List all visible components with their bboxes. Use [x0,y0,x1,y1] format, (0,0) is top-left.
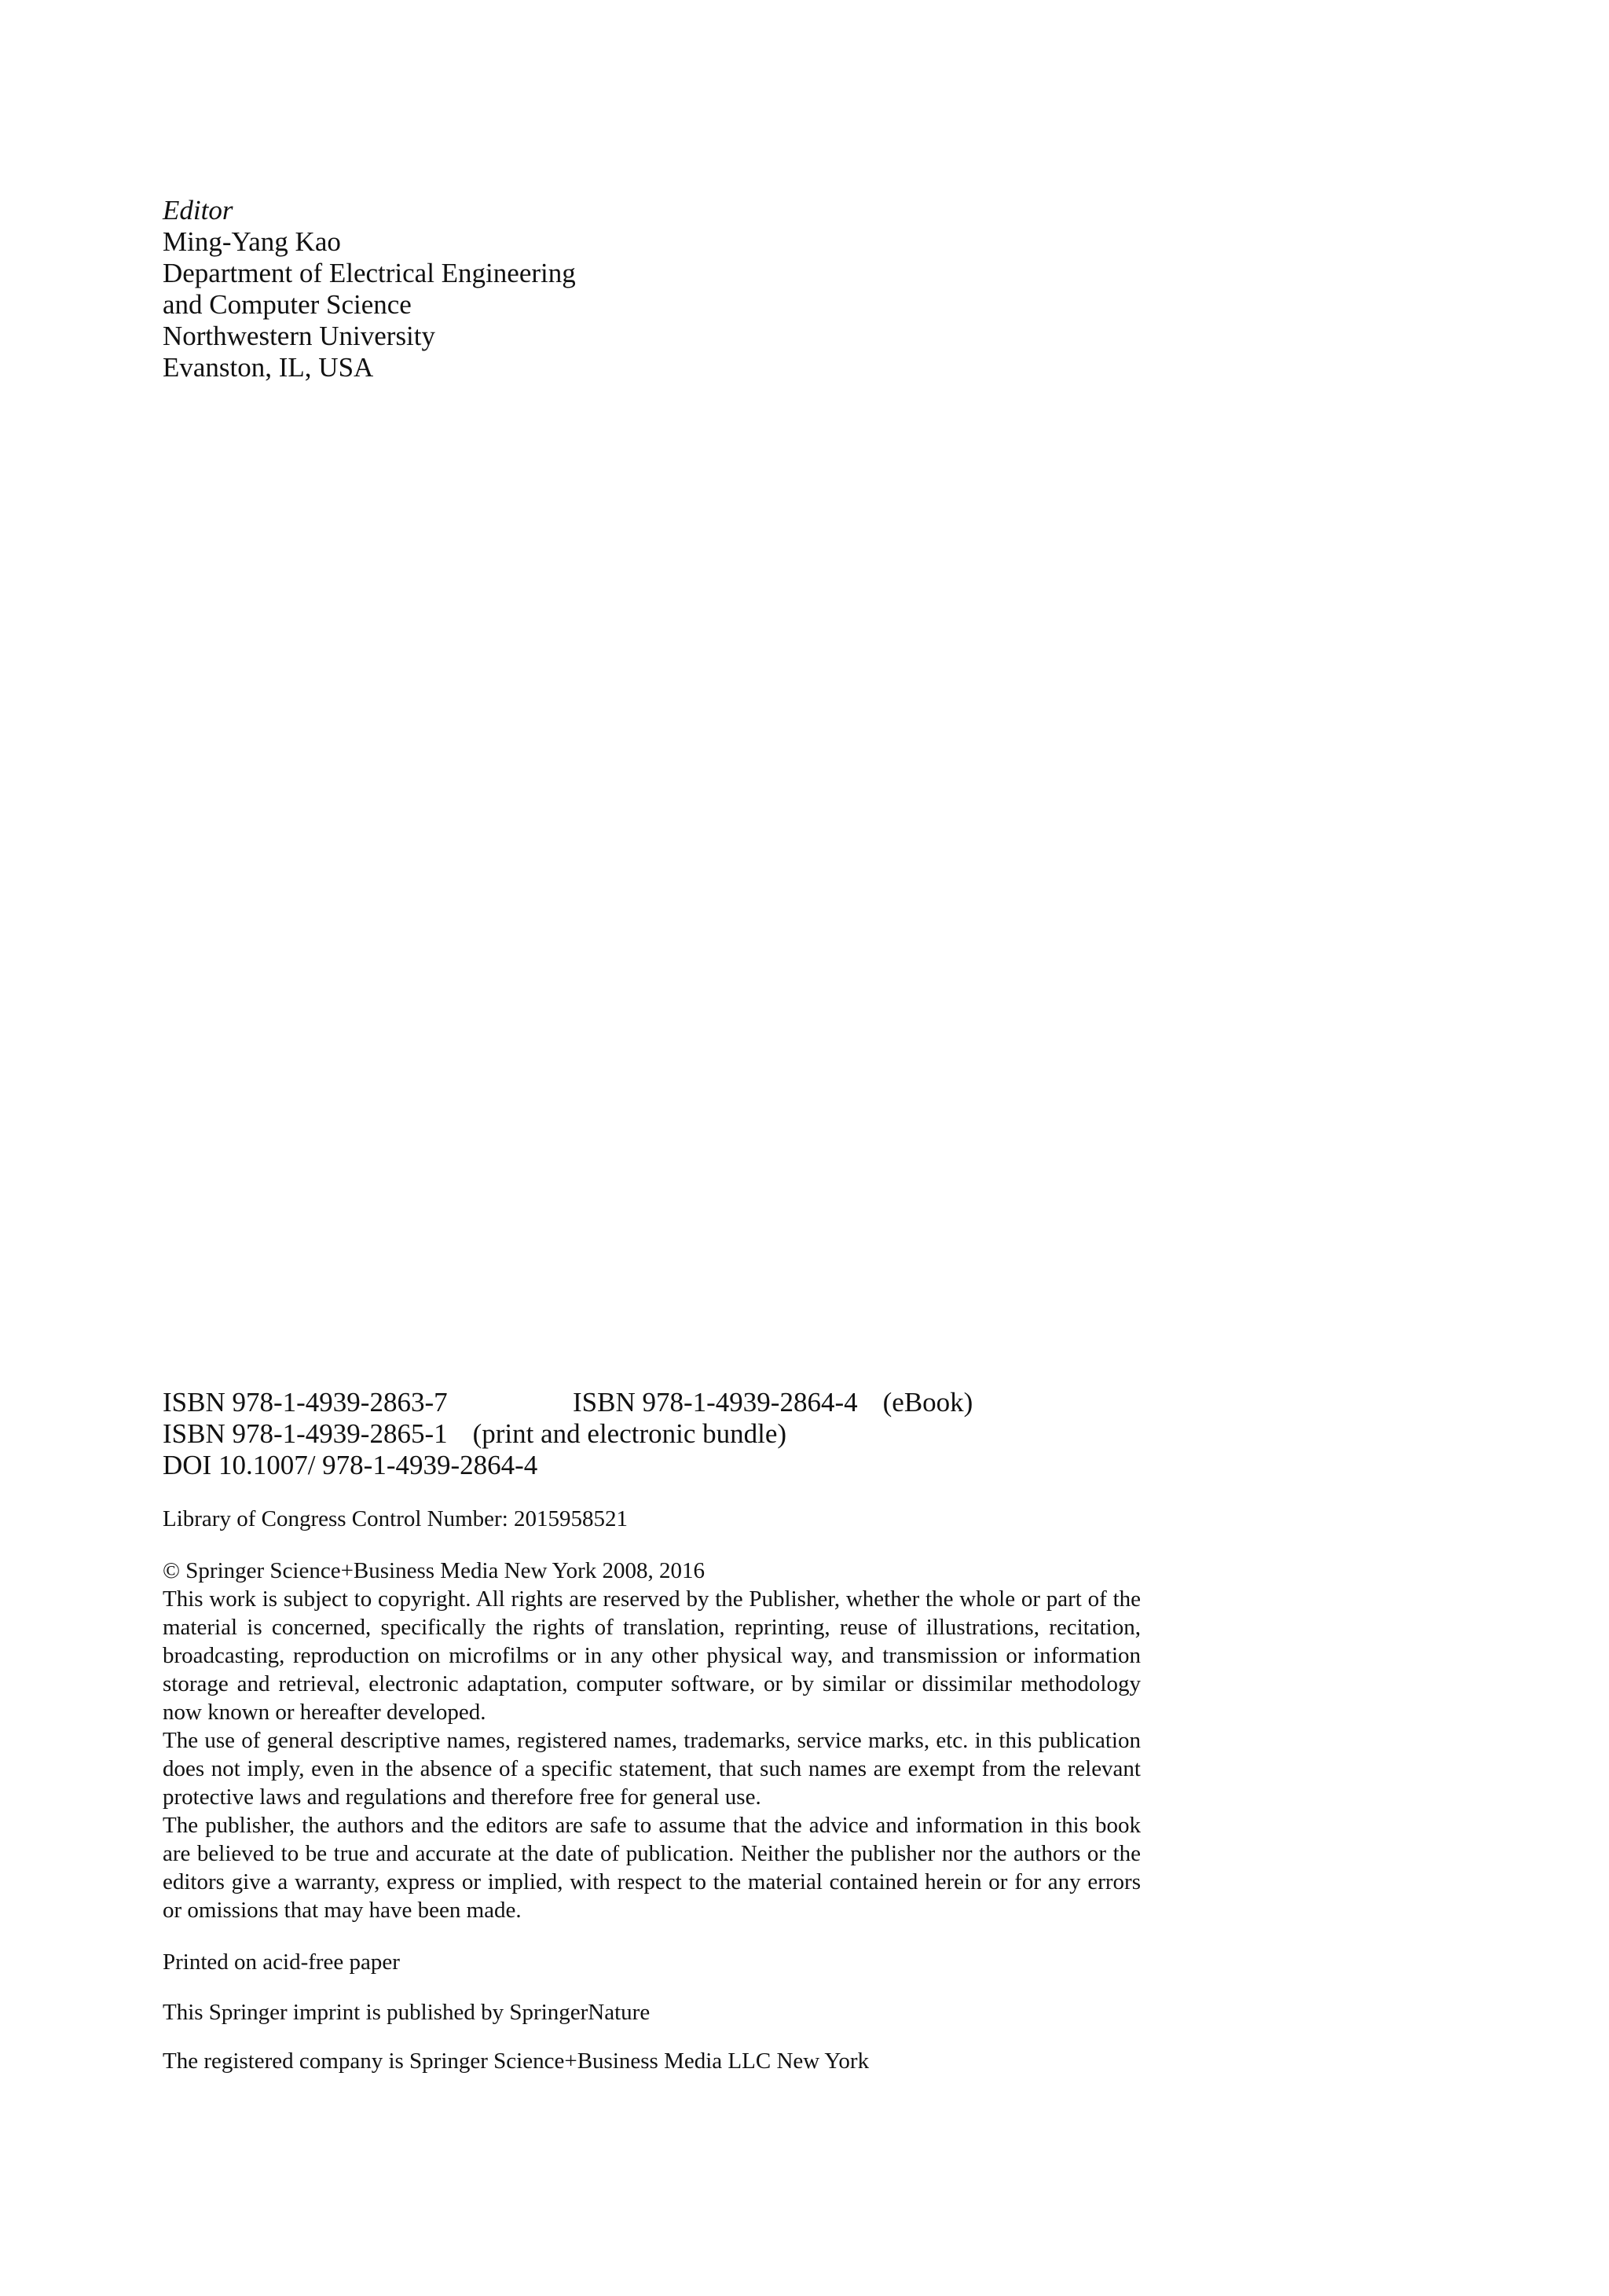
editor-department-continued: and Computer Science [163,289,412,320]
printed-note: Printed on acid-free paper [163,1949,400,1975]
editor-block [163,195,870,383]
editor-label: Editor [163,195,233,226]
editor-university: Northwestern University [163,321,436,351]
bibliographic-block [163,1387,1141,2075]
isbn-block [163,1387,1141,1481]
copyright-line: © Springer Science+Business Media New York 2008, 2016 [163,1558,706,1583]
isbn-bundle: ISBN 978-1-4939-2865-1 [163,1418,448,1449]
isbn-print: ISBN 978-1-4939-2863-7 [163,1387,448,1418]
isbn-ebook: ISBN 978-1-4939-2864-4 [573,1387,858,1418]
copyright-paragraph-liability: The publisher, the authors and the editors are safe to assume that the advice and information in this book are believed to be true and accurate at the date of publication. Neither the publisher nor the authors or the editors give a warranty, express or implied, with respect to the material contained herein or for any errors or omissions that may have been made. [163,1813,1141,1923]
editor-name: Ming-Yang Kao [163,226,341,257]
isbn-row-print-ebook [163,1387,1141,1418]
doi: DOI 10.1007/ 978-1-4939-2864-4 [163,1450,538,1480]
copyright-paragraph-rights: This work is subject to copyright. All rights are reserved by the Publisher, whether the whole or part of the material is concerned, specifically the rights of translation, reprinting, reuse of illustrations, recitation, broadcasting, reproduction on microfilms or in any other physical way, and transmission or information storage and retrieval, electronic adaptation, computer software, or by similar or dissimilar methodology now known or hereafter developed. [163,1586,1141,1725]
isbn-bundle-note: (print and electronic bundle) [472,1418,787,1449]
editor-department: Department of Electrical Engineering [163,258,576,288]
isbn-ebook-note: (eBook) [882,1387,973,1418]
copyright-paragraph-names: The use of general descriptive names, registered names, trademarks, service marks, etc. in this publication does not imply, even in the absence of a specific statement, that such names are exempt from the relevant protective laws and regulations and therefore free for general use. [163,1728,1141,1810]
isbn-row-bundle [163,1418,1141,1450]
lccn: Library of Congress Control Number: 2015958521 [163,1506,629,1531]
editor-location: Evanston, IL, USA [163,352,374,383]
registered-company: The registered company is Springer Science+Business Media LLC New York [163,2048,870,2074]
copyright-block [163,1557,1141,1924]
imprint-note: This Springer imprint is published by SpringerNature [163,2000,651,2025]
